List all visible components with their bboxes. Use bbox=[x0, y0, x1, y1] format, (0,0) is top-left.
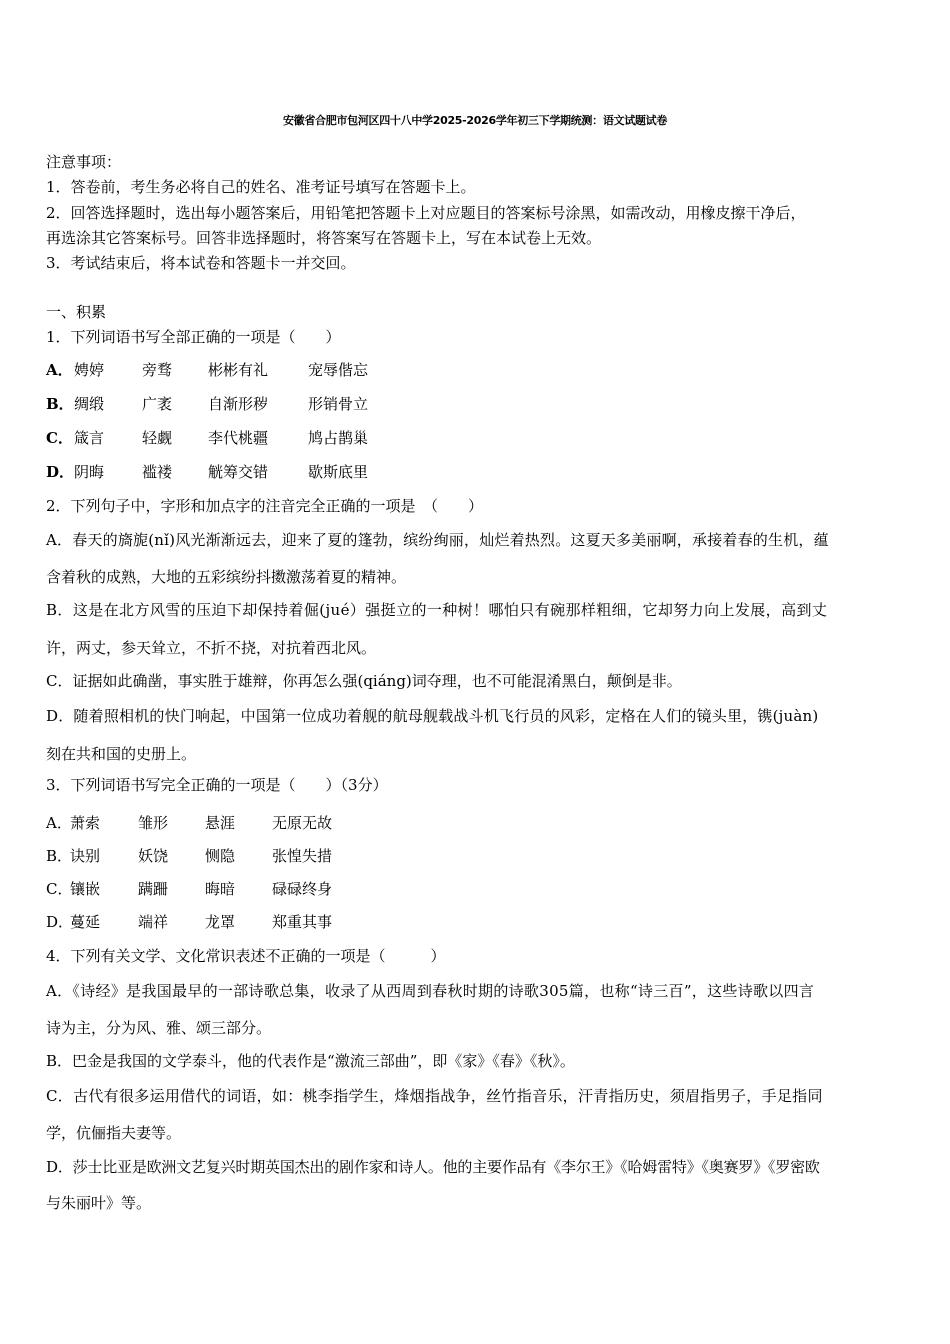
q3-option-b-word: 诀别 bbox=[70, 847, 101, 865]
q1-option-c-word: 轻觑 bbox=[142, 429, 173, 447]
q3-option-d-word: 龙罩 bbox=[205, 913, 236, 931]
q2-option-d-cont: 刻在共和国的史册上。 bbox=[46, 745, 197, 763]
note-2a: 2．回答选择题时，选出每小题答案后，用铅笔把答题卡上对应题目的答案标号涂黑，如需改动，用橡皮擦干净后， bbox=[46, 204, 806, 222]
q3-option-c-word: 晦暗 bbox=[205, 880, 236, 898]
q1-option-a-word: 旁骛 bbox=[142, 361, 173, 379]
q2-option-c: C．证据如此确凿，事实胜于雄辩，你再怎么强(qiáng)词夺理，也不可能混淆黑白，颠倒是非。 bbox=[46, 672, 682, 690]
q2-stem: 2．下列句子中，字形和加点字的注音完全正确的一项是 （ ） bbox=[46, 497, 484, 515]
q4-option-d-cont: 与朱丽叶》等。 bbox=[46, 1194, 152, 1212]
q1-option-b-word: 绸缎 bbox=[74, 395, 105, 413]
q2-option-b-cont: 许，两丈，参天耸立，不折不挠，对抗着西北风。 bbox=[46, 639, 377, 657]
q1-option-d-word: 褴褛 bbox=[142, 463, 173, 481]
q3-option-a-word: 无原无故 bbox=[272, 814, 333, 832]
q2-option-a-cont: 含着秋的成熟，大地的五彩缤纷抖擞激荡着夏的精神。 bbox=[46, 568, 407, 586]
q3-option-a-word: 雏形 bbox=[138, 814, 169, 832]
q1-option-c-label: C． bbox=[46, 429, 73, 447]
q3-stem: 3．下列词语书写完全正确的一项是（ ）（3分） bbox=[46, 776, 388, 794]
note-1: 1．答卷前，考生务必将自己的姓名、准考证号填写在答题卡上。 bbox=[46, 178, 476, 196]
q4-stem: 4．下列有关文学、文化常识表述不正确的一项是（ ） bbox=[46, 947, 446, 965]
q4-option-c: C．古代有很多运用借代的词语，如：桃李指学生，烽烟指战争，丝竹指音乐，汗青指历史，须眉指男子，手足指同 bbox=[46, 1087, 823, 1105]
q4-option-c-cont: 学，伉俪指夫妻等。 bbox=[46, 1124, 182, 1142]
q3-option-d-word: 蔓延 bbox=[70, 913, 101, 931]
q1-option-a-label: A． bbox=[46, 361, 73, 379]
note-2b: 再选涂其它答案标号。回答非选择题时，将答案写在答题卡上，写在本试卷上无效。 bbox=[46, 229, 602, 247]
q1-option-b-label: B． bbox=[46, 395, 74, 413]
q1-option-b-word: 形销骨立 bbox=[308, 395, 369, 413]
q1-option-a-word: 彬彬有礼 bbox=[208, 361, 269, 379]
q1-option-a-word: 宠辱偕忘 bbox=[308, 361, 369, 379]
note-3: 3．考试结束后，将本试卷和答题卡一并交回。 bbox=[46, 254, 356, 272]
q1-option-a-word: 娉婷 bbox=[74, 361, 105, 379]
q1-option-d-word: 歇斯底里 bbox=[308, 463, 369, 481]
q3-option-b-word: 妖饶 bbox=[138, 847, 169, 865]
q3-option-a-word: 萧索 bbox=[70, 814, 101, 832]
q4-option-b: B．巴金是我国的文学泰斗，他的代表作是“激流三部曲”，即《家》《春》《秋》。 bbox=[46, 1052, 575, 1070]
q3-option-b-label: B． bbox=[46, 847, 73, 865]
q1-option-b-word: 自渐形秽 bbox=[208, 395, 269, 413]
q4-option-d: D．莎士比亚是欧洲文艺复兴时期英国杰出的剧作家和诗人。他的主要作品有《李尔王》《哈姆雷特》《奥赛罗》《罗密欧 bbox=[46, 1158, 820, 1176]
q1-option-d-word: 觥筹交错 bbox=[208, 463, 269, 481]
notes-heading: 注意事项： bbox=[46, 153, 122, 171]
q3-option-d-label: D． bbox=[46, 913, 74, 931]
q1-option-c-word: 箴言 bbox=[74, 429, 105, 447]
q4-option-a-cont: 诗为主，分为风、雅、颂三部分。 bbox=[46, 1019, 272, 1037]
exam-title: 安徽省合肥市包河区四十八中学2025-2026学年初三下学期统测：语文试题试卷 bbox=[282, 114, 668, 127]
q3-option-c-word: 碌碌终身 bbox=[272, 880, 333, 898]
q1-option-c-word: 李代桃疆 bbox=[208, 429, 269, 447]
q3-option-b-word: 张惶失措 bbox=[272, 847, 333, 865]
q2-option-d: D．随着照相机的快门响起，中国第一位成功着舰的航母舰载战斗机飞行员的风彩，定格在人们的镜头里，镌(juàn) bbox=[46, 707, 819, 725]
q1-option-c-word: 鸠占鹊巢 bbox=[308, 429, 369, 447]
q3-option-a-label: A． bbox=[46, 814, 72, 832]
q2-option-b: B．这是在北方风雪的压迫下却保持着倔(jué）强挺立的一种树！哪怕只有碗那样粗细，它却努力向上发展，高到丈 bbox=[46, 601, 828, 619]
q3-option-a-word: 悬涯 bbox=[205, 814, 236, 832]
q3-option-d-word: 郑重其事 bbox=[272, 913, 333, 931]
q4-option-a: A．《诗经》是我国最早的一部诗歌总集，收录了从西周到春秋时期的诗歌305篇，也称“诗三百”，这些诗歌以四言 bbox=[46, 982, 815, 1000]
q3-option-c-word: 蹒跚 bbox=[138, 880, 169, 898]
q3-option-c-word: 镶嵌 bbox=[70, 880, 101, 898]
q1-option-d-word: 阴晦 bbox=[74, 463, 105, 481]
q1-option-d-label: D． bbox=[46, 463, 75, 481]
section-heading: 一、积累 bbox=[46, 303, 107, 321]
q3-option-c-label: C． bbox=[46, 880, 73, 898]
q3-option-b-word: 恻隐 bbox=[205, 847, 236, 865]
q3-option-d-word: 端祥 bbox=[138, 913, 169, 931]
q2-option-a: A．春天的旖旎(nǐ)风光渐渐远去，迎来了夏的篷勃，缤纷绚丽，灿烂着热烈。这夏天多美丽啊，承接着春的生机，蕴 bbox=[46, 531, 829, 549]
q1-stem: 1．下列词语书写全部正确的一项是（ ） bbox=[46, 328, 341, 346]
q1-option-b-word: 广袤 bbox=[142, 395, 173, 413]
